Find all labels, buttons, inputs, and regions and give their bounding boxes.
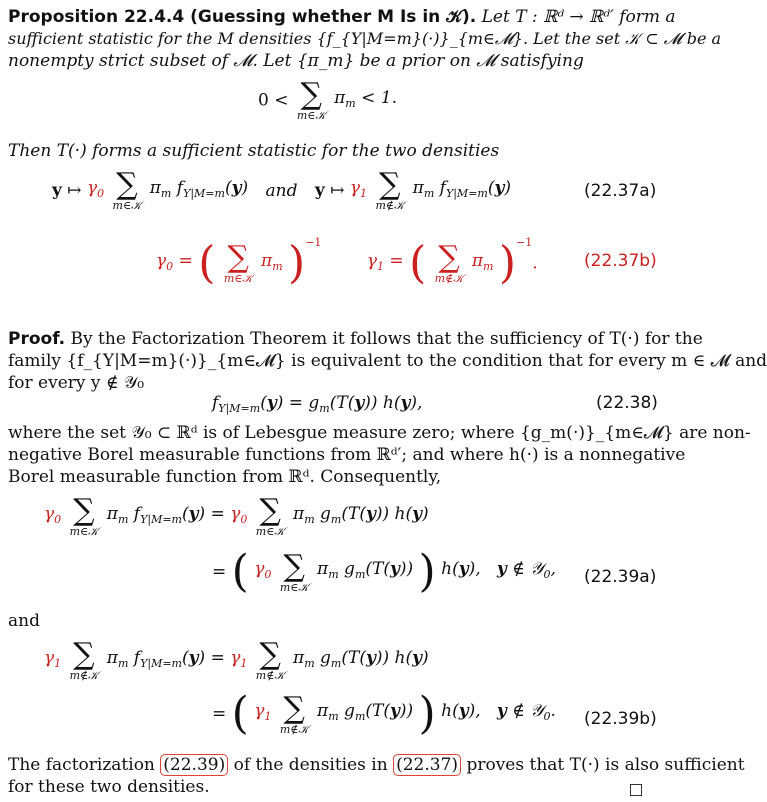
equation-22-37b: $\gamma_0$ = ( ∑ m∈𝒦 $\pi_m$ )$^{-1}$ $\gamma_1$ = ( ∑ m∉𝒦 $\pi_m$ )$^{-1}$. <box>156 236 538 289</box>
proof-where1: where the set 𝒴₀ ⊂ ℝᵈ is of Lebesgue measure zero; where {g_m(·)}_{m∈𝓜} are non- <box>8 423 751 443</box>
equation-and: and <box>265 180 298 201</box>
proof-and: and <box>8 611 40 631</box>
equation-number-37a: (22.37a) <box>584 181 657 201</box>
equation-22-39b-line1: $\gamma_1$ ∑ m∉𝒦 $\pi_m$ $f_{Y|M=m}(y) = \gamma_1$ ∑ m∉𝒦 $\pi_m$ $g_m(T(y))$ h(y) <box>44 637 429 682</box>
equation-22-39a-line2: = ( $\gamma_0$ ∑ m∈𝒦 $\pi_m$ $g_m(T(y))$ ) h(y), y ∉ 𝒴$_0$, <box>212 546 556 597</box>
equation-22-38: $f_{Y|M=m}(y) = g_m(T(y))$ h(y), <box>212 393 423 415</box>
proposition-title: Proposition 22.4.4 (Guessing whether M Is in 𝒦). <box>8 7 477 27</box>
proof-lead: Proof. <box>8 329 66 349</box>
equation-22-39b-line2: = ( $\gamma_1$ ∑ m∉𝒦 $\pi_m$ $g_m(T(y))$ ) h(y), y ∉ 𝒴$_0$. <box>212 688 556 739</box>
equation-22-39a-line1: $\gamma_0$ ∑ m∈𝒦 $\pi_m$ $f_{Y|M=m}(y) = \gamma_0$ ∑ m∈𝒦 $\pi_m$ $g_m(T(y))$ h(y) <box>44 493 429 538</box>
proposition-line1: Let T : ℝᵈ → ℝᵈ′ form a <box>481 7 676 27</box>
qed-square-icon <box>630 780 642 802</box>
equation-22-37a: y ↦ $\gamma_0$ ∑ m∈𝒦 $\pi_m$ $f_{Y|M=m}(y)$ and y ↦ $\gamma_1$ ∑ m∉𝒦 $\pi_m$ $f_{Y|M=m}(y)$ <box>52 167 512 212</box>
equation-reference-22-39[interactable]: (22.39) <box>160 754 228 776</box>
equation-number-37b: (22.37b) <box>584 251 657 271</box>
proposition-line2: sufficient statistic for the M densities {f_{Y|M=m}(·)}_{m∈𝓜}. Let the set 𝒦 ⊂ 𝓜 be a <box>8 29 722 48</box>
equation-number-39a: (22.39a) <box>584 567 657 587</box>
proof-where2: negative Borel measurable functions from ℝᵈ′; and where h(·) is a nonnegative <box>8 445 686 465</box>
equation-number-39b: (22.39b) <box>584 709 657 729</box>
proof-line3: for every y ∉ 𝒴₀ <box>8 373 145 393</box>
prior-constraint-equation: 0 < ∑ m∈𝒦 $\pi_m < 1$. <box>258 77 397 122</box>
equation-number-38: (22.38) <box>596 393 658 413</box>
proof-final-line1: The factorization (22.39) of the densities in (22.37) proves that T(·) is also sufficient <box>8 755 745 775</box>
proposition-then: Then T(·) forms a sufficient statistic for the two densities <box>8 141 500 161</box>
equation-reference-22-37[interactable]: (22.37) <box>393 754 461 776</box>
proposition-line3: nonempty strict subset of 𝓜. Let {π_m} be a prior on 𝓜 satisfying <box>8 51 584 71</box>
proof-where3: Borel measurable function from ℝᵈ. Consequently, <box>8 467 442 487</box>
proof-line1: Proof. By the Factorization Theorem it follows that the sufficiency of T(·) for the <box>8 329 703 349</box>
proof-final-line2: for these two densities. <box>8 777 210 797</box>
proof-line2: family {f_{Y|M=m}(·)}_{m∈𝓜} is equivalent to the condition that for every m ∈ 𝓜 and <box>8 351 767 371</box>
